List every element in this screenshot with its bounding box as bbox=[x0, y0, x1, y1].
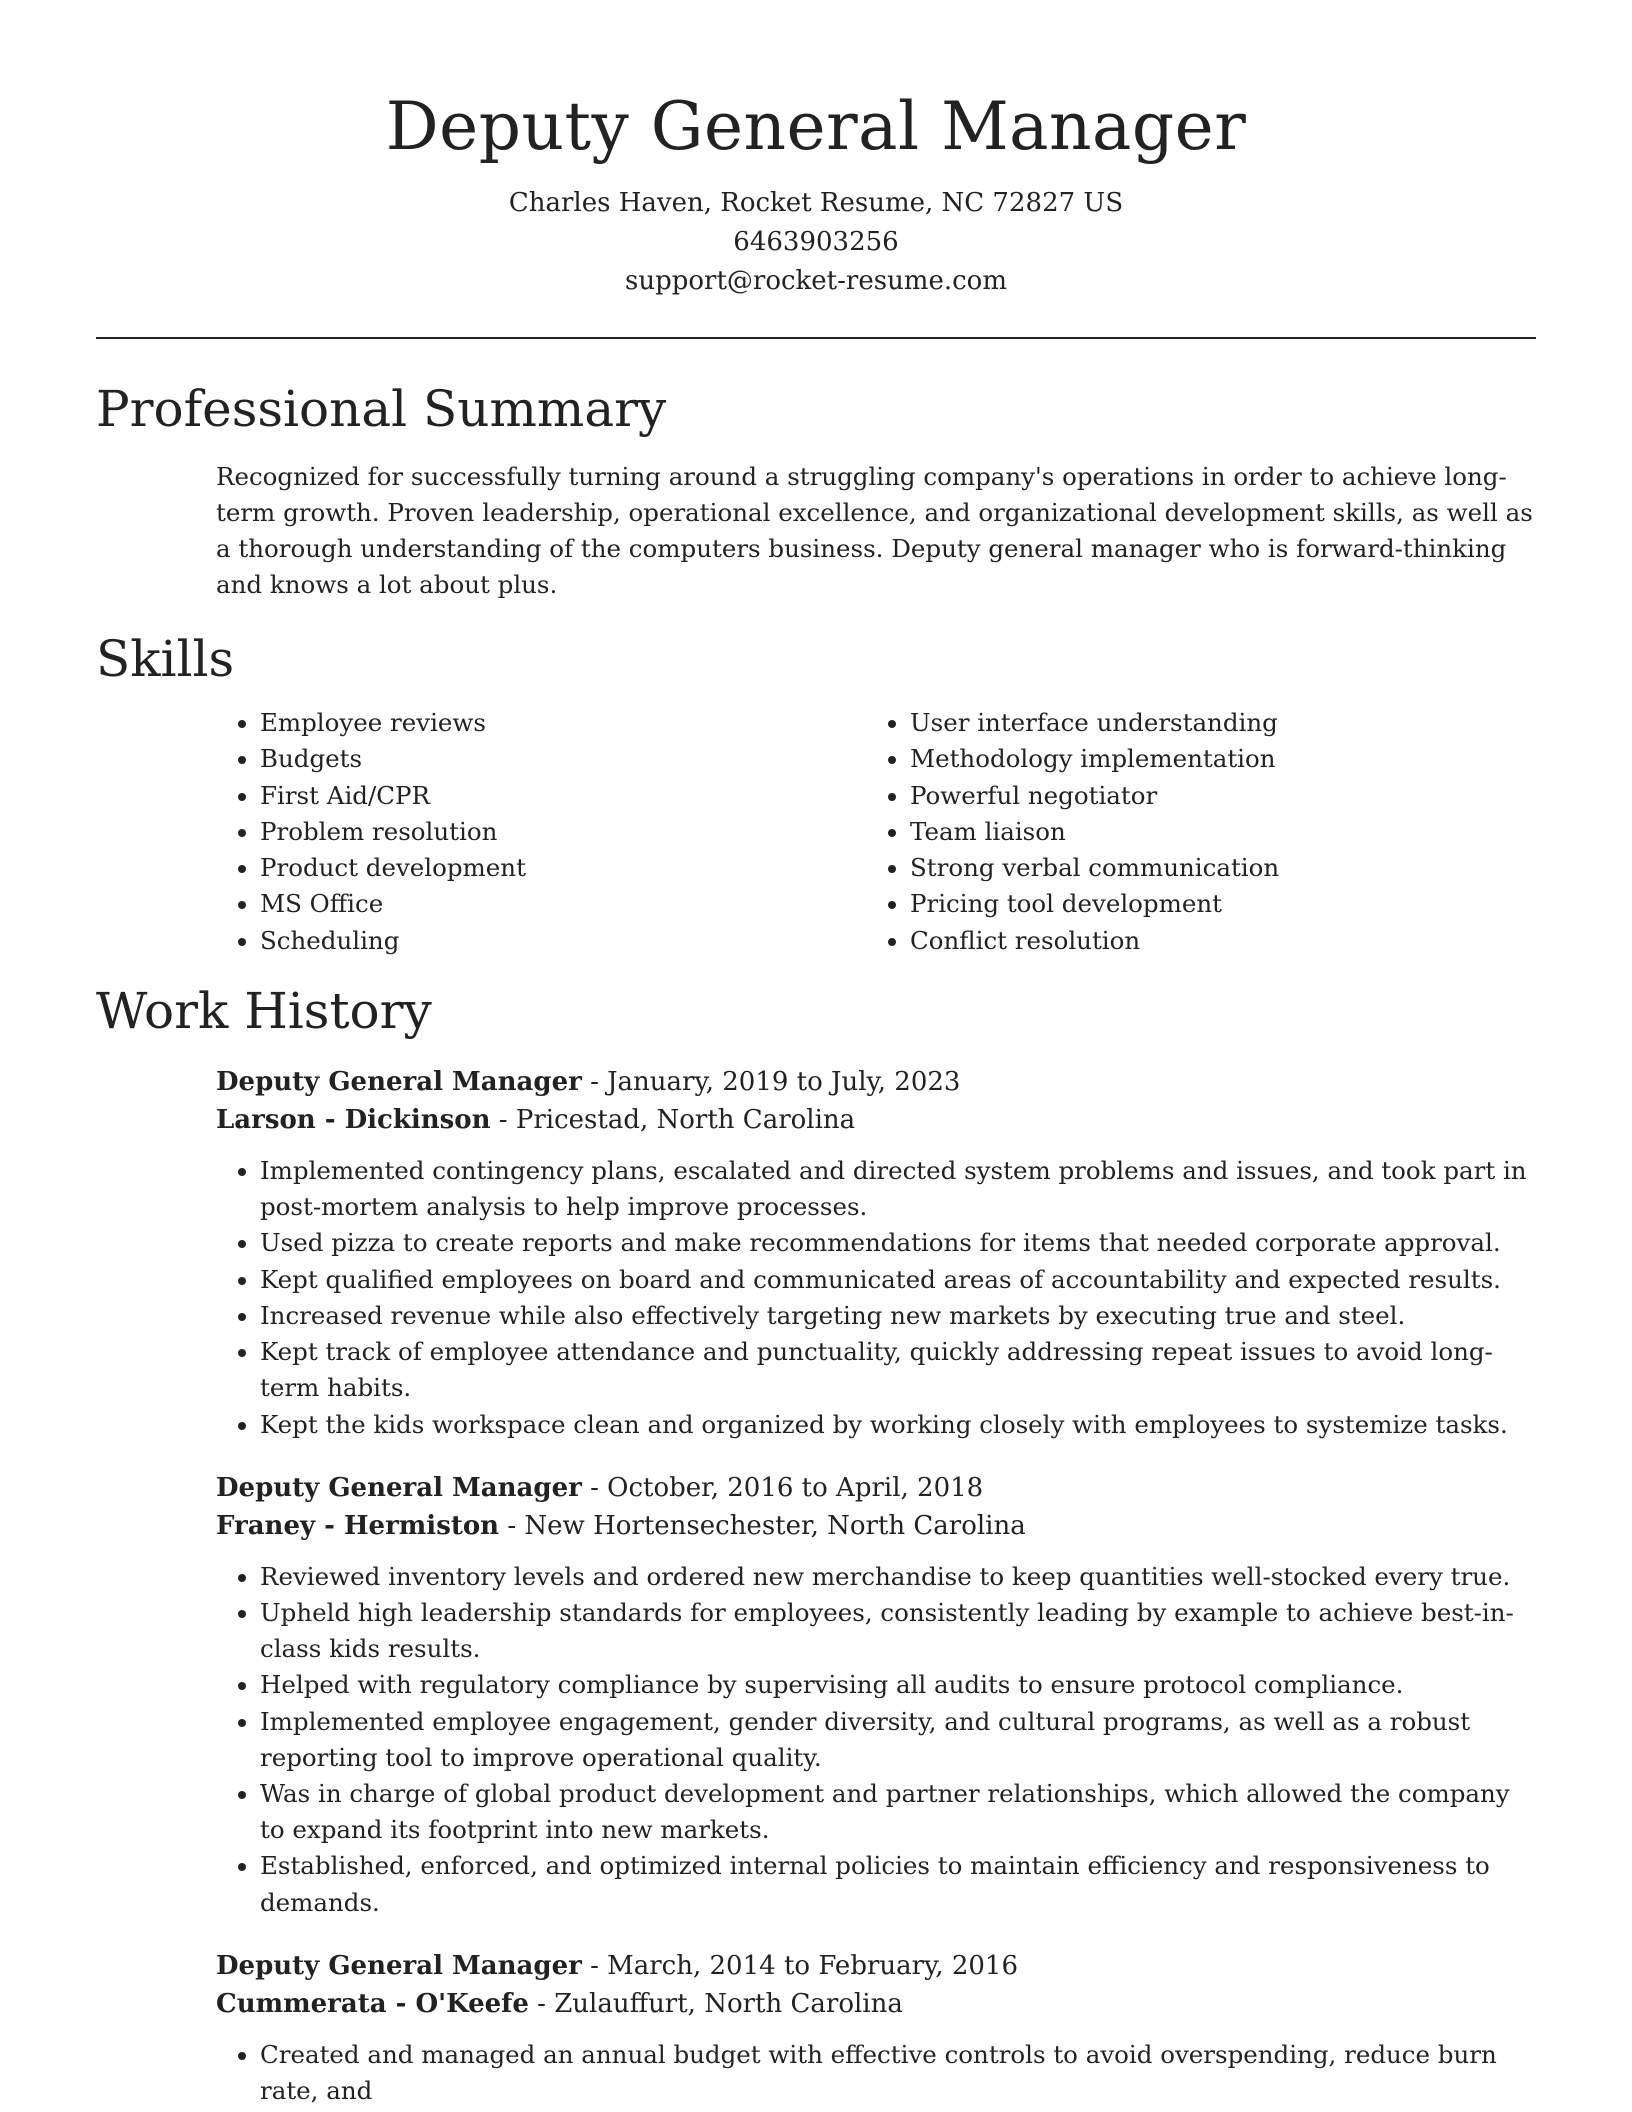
job-title-line bbox=[216, 1063, 1536, 1101]
summary-text: Recognized for successfully turning around a struggling company's operations in order to achieve long-term growth. Proven leadership, operational excellence, and organizational development skills, as well as a thorough understanding of the computers business. Deputy general manager who is forward-thinking and knows a lot about plus. bbox=[216, 462, 1533, 599]
job-bullet: • Implemented contingency plans, escalated and directed system problems and issues, and took part in post-mortem analysis to help improve processes. bbox=[260, 1153, 1536, 1225]
header-divider bbox=[96, 337, 1536, 339]
job-bullet: • Increased revenue while also effectively targeting new markets by executing true and steel. bbox=[260, 1298, 1536, 1334]
job-bullet: • Helped with regulatory compliance by supervising all audits to ensure protocol compliance. bbox=[260, 1667, 1536, 1703]
skill-item: • Strong verbal communication bbox=[910, 850, 1516, 886]
job-position: Deputy General Manager bbox=[216, 1067, 582, 1098]
skill-item: • Budgets bbox=[260, 741, 866, 777]
job-location: - Pricestad, North Carolina bbox=[490, 1105, 856, 1136]
job-company: Franey - Hermiston bbox=[216, 1510, 500, 1541]
job-entry bbox=[216, 1947, 1536, 2109]
skill-item: • Methodology implementation bbox=[910, 741, 1516, 777]
skill-item: • Product development bbox=[260, 850, 866, 886]
job-company-line bbox=[216, 1985, 1536, 2023]
resume-page bbox=[96, 0, 1536, 2109]
job-bullet: • Was in charge of global product development and partner relationships, which allowed the company to expand its footprint into new markets. bbox=[260, 1776, 1536, 1848]
resume-header bbox=[96, 0, 1536, 301]
skill-item: • First Aid/CPR bbox=[260, 778, 866, 814]
candidate-title: Deputy General Manager bbox=[385, 88, 1247, 165]
job-bullet: • Established, enforced, and optimized internal policies to maintain efficiency and responsiveness to demands. bbox=[260, 1848, 1536, 1920]
job-company-line bbox=[216, 1101, 1536, 1139]
job-bullet: • Used pizza to create reports and make recommendations for items that needed corporate approval. bbox=[260, 1225, 1536, 1261]
job-title-line bbox=[216, 1947, 1536, 1985]
job-bullet: • Kept the kids workspace clean and organized by working closely with employees to systemize tasks. bbox=[260, 1407, 1536, 1443]
job-location: - New Hortensechester, North Carolina bbox=[499, 1510, 1026, 1541]
job-company: Cummerata - O'Keefe bbox=[216, 1988, 529, 2019]
skill-item: • Scheduling bbox=[260, 923, 866, 959]
job-bullets bbox=[216, 1153, 1536, 1443]
contact-phone[interactable]: 6463903256 bbox=[733, 227, 899, 257]
skill-item: • Problem resolution bbox=[260, 814, 866, 850]
skill-item: • Team liaison bbox=[910, 814, 1516, 850]
skill-item: • Powerful negotiator bbox=[910, 778, 1516, 814]
skill-item: • Pricing tool development bbox=[910, 886, 1516, 922]
job-dates: - October, 2016 to April, 2018 bbox=[581, 1472, 984, 1503]
job-entry bbox=[216, 1063, 1536, 1443]
skill-item: • Conflict resolution bbox=[910, 923, 1516, 959]
job-bullet: • Reviewed inventory levels and ordered new merchandise to keep quantities well-stocked every true. bbox=[260, 1559, 1536, 1595]
skill-item: • MS Office bbox=[260, 886, 866, 922]
skills-column-left bbox=[216, 705, 866, 959]
job-dates: - March, 2014 to February, 2016 bbox=[581, 1950, 1018, 1981]
job-bullet: • Kept track of employee attendance and punctuality, quickly addressing repeat issues to avoid long-term habits. bbox=[260, 1334, 1536, 1406]
job-dates: - January, 2019 to July, 2023 bbox=[581, 1067, 961, 1098]
job-bullet: • Implemented employee engagement, gender diversity, and cultural programs, as well as a robust reporting tool to improve operational quality. bbox=[260, 1704, 1536, 1776]
contact-address: Charles Haven, Rocket Resume, NC 72827 US bbox=[508, 188, 1124, 218]
contact-info bbox=[96, 184, 1536, 301]
job-position: Deputy General Manager bbox=[216, 1950, 582, 1981]
job-company-line bbox=[216, 1507, 1536, 1545]
job-bullet: • Created and managed an annual budget with effective controls to avoid overspending, reduce burn rate, and bbox=[260, 2037, 1536, 2109]
job-entry bbox=[216, 1469, 1536, 1921]
job-bullet: • Kept qualified employees on board and communicated areas of accountability and expected results. bbox=[260, 1262, 1536, 1298]
job-location: - Zulauffurt, North Carolina bbox=[528, 1988, 903, 2019]
job-position: Deputy General Manager bbox=[216, 1472, 582, 1503]
job-company: Larson - Dickinson bbox=[216, 1105, 491, 1136]
job-title-line bbox=[216, 1469, 1536, 1507]
contact-email[interactable]: support@rocket-resume.com bbox=[624, 266, 1007, 296]
job-bullets bbox=[216, 2037, 1536, 2109]
summary-heading: Professional Summary bbox=[96, 380, 667, 438]
skills-heading: Skills bbox=[96, 630, 235, 688]
skills-column-right bbox=[866, 705, 1516, 959]
job-bullets bbox=[216, 1559, 1536, 1921]
skills-list bbox=[216, 705, 1536, 959]
job-bullet: • Upheld high leadership standards for employees, consistently leading by example to achieve best-in-class kids results. bbox=[260, 1595, 1536, 1667]
work-history-heading: Work History bbox=[96, 982, 432, 1041]
skill-item: • Employee reviews bbox=[260, 705, 866, 741]
skill-item: • User interface understanding bbox=[910, 705, 1516, 741]
